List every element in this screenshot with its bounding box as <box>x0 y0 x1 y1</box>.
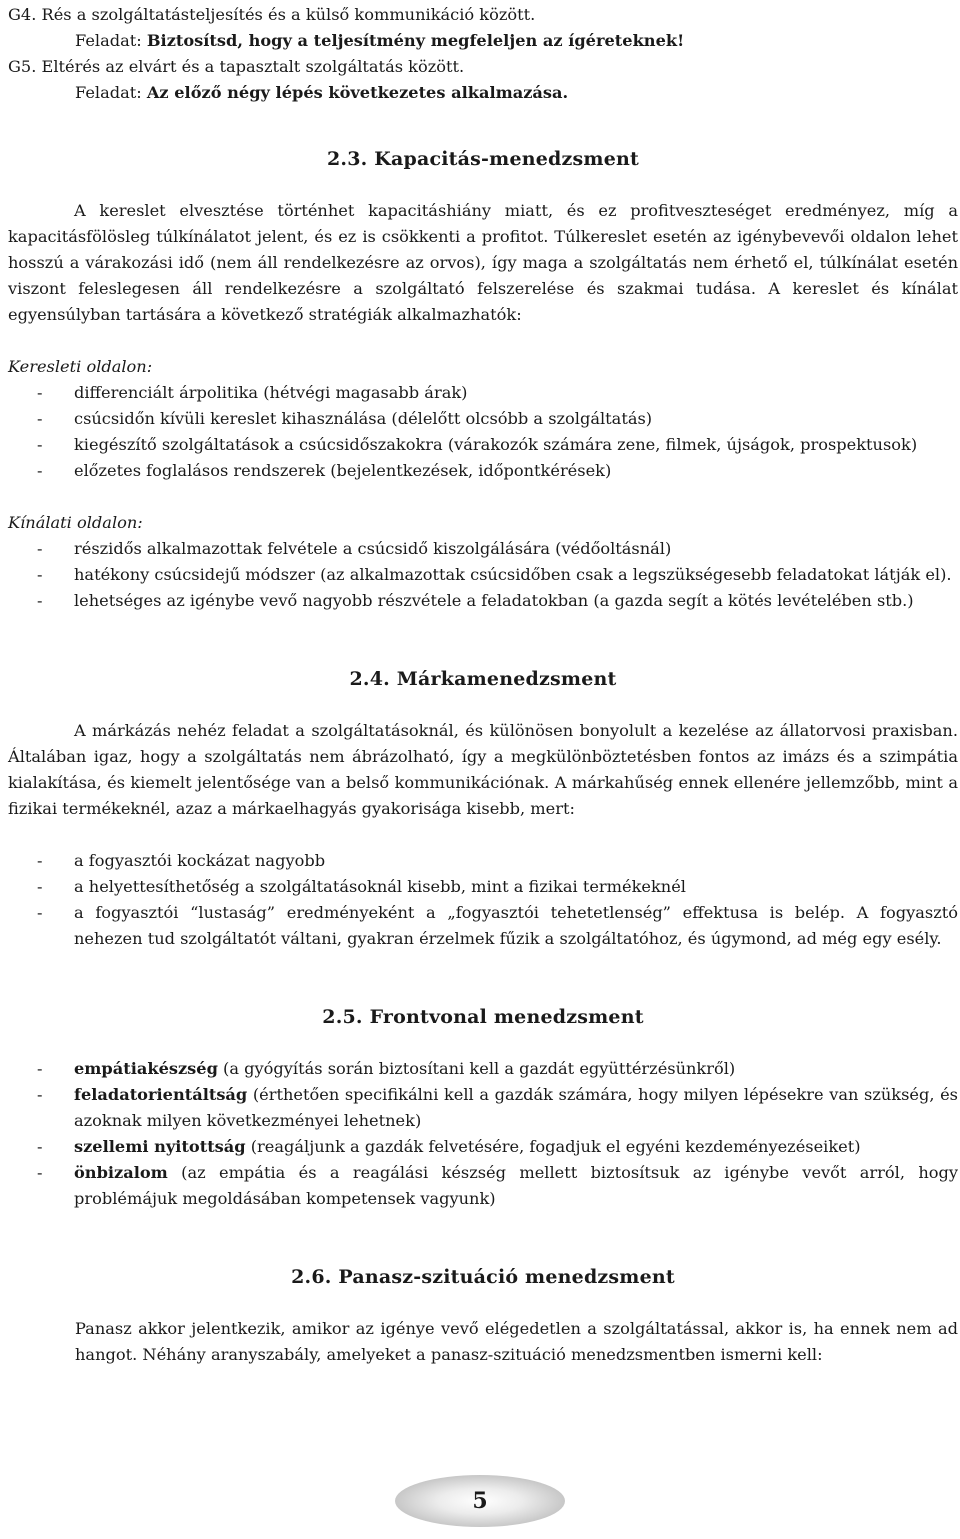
list-item: - szellemi nyitottság (reagáljunk a gazdák felvetésére, fogadjuk el egyéni kezdeményezéseiket) <box>37 1137 861 1156</box>
supply-side-list <box>8 536 958 614</box>
brand-paragraph: A márkázás nehéz feladat a szolgáltatásoknál, és különösen bonyolult a kezelése az állatorvosi praxisban. Általában igaz, hogy a szolgáltatás nem ábrázolható, így a megkülönböztetésben fontos az imázs és a szimpátia kialakítása, és kiemelt jelentősége van a belső kommunikációnak. A márkahűség ennek ellenére jellemzőbb, mint a fizikai termékeknél, azaz a márkaelhagyás gyakorisága kisebb, mert: <box>8 721 958 818</box>
gap-list <box>8 0 958 106</box>
gap-g4: G4. Rés a szolgáltatásteljesítés és a külső kommunikáció között. <box>8 5 536 24</box>
list-item: - részidős alkalmazottak felvétele a csúcsidő kiszolgálására (védőoltásnál) <box>37 539 672 558</box>
section-title-2-5: 2.5. Frontvonal menedzsment <box>322 1006 644 1028</box>
capacity-paragraph: A kereslet elvesztése történhet kapacitáshiány miatt, és ez profitveszteséget eredményez, míg a kapacitásfölösleg túlkínálatot jelent, és ez is csökkenti a profitot. Túlkereslet esetén az igénybevevői oldalon lehet hosszú a várakozási idő (nem áll rendelkezésre az orvos), így maga a szolgáltatás nem érhető el, túlkínálat esetén viszont feleslegesen áll rendelkezésre a szolgáltató felszerelése és szakmai tudása. A kereslet és kínálat egyensúlyban tartására a következő stratégiák alkalmazhatók: <box>8 201 958 324</box>
list-item: - feladatorientáltság (érthetően specifikálni kell a gazdák számára, hogy milyen lépésekre van szükség, és azoknak milyen következményei lehetnek) <box>37 1085 958 1130</box>
list-item: - önbizalom (az empátia és a reagálási készség mellett biztosítsuk az igénybe vevőt arról, hogy problémájuk megoldásában kompetensek vagyunk) <box>37 1163 958 1208</box>
complaint-paragraph: Panasz akkor jelentkezik, amikor az igénye vevő elégedetlen a szolgáltatással, akkor is, ha ennek nem ad hangot. Néhány aranyszabály, amelyeket a panasz-szituáció menedzsmentben ismerni kell: <box>75 1319 958 1364</box>
list-item: - kiegészítő szolgáltatások a csúcsidőszakokra (várakozók számára zene, filmek, újságok, prospektusok) <box>37 435 918 454</box>
list-item: - csúcsidőn kívüli kereslet kihasználása (délelőtt olcsóbb a szolgáltatás) <box>37 409 653 428</box>
gap-g5-task: Feladat: Az előző négy lépés következetes alkalmazása. <box>75 83 569 102</box>
section-title-2-6: 2.6. Panasz-szituáció menedzsment <box>291 1266 675 1288</box>
brand-loyalty-list <box>8 848 958 952</box>
section-title-2-3: 2.3. Kapacitás-menedzsment <box>326 148 639 170</box>
list-item: - lehetséges az igénybe vevő nagyobb részvétele a feladatokban (a gazda segít a kötés levételében stb.) <box>37 591 914 610</box>
gap-g4-task: Feladat: Biztosítsd, hogy a teljesítmény megfeleljen az ígéreteknek! <box>75 31 685 50</box>
list-item: - előzetes foglalásos rendszerek (bejelentkezések, időpontkérések) <box>37 461 612 480</box>
demand-side-list <box>8 380 958 484</box>
list-item: - hatékony csúcsidejű módszer (az alkalmazottak csúcsidőben csak a legszükségesebb feladatokat látják el). <box>37 565 952 584</box>
page-number: 5 <box>395 1475 565 1527</box>
frontline-list <box>8 1056 958 1212</box>
list-item: - a fogyasztói “lustaság” eredményeként a „fogyasztói tehetetlenség” effektusa is belép. A fogyasztó nehezen tud szolgáltatót váltani, gyakran érzelmek fűzik a szolgáltatóhoz, és úgymond, ad még egy esély. <box>37 903 958 948</box>
list-item: - a helyettesíthetőség a szolgáltatásoknál kisebb, mint a fizikai termékeknél <box>37 877 686 896</box>
list-item: - differenciált árpolitika (hétvégi magasabb árak) <box>37 383 468 402</box>
demand-side-heading: Keresleti oldalon: <box>8 357 153 376</box>
supply-side-heading: Kínálati oldalon: <box>8 513 143 532</box>
document-page <box>8 0 958 1368</box>
list-item: - a fogyasztói kockázat nagyobb <box>37 851 326 870</box>
list-item: - empátiakészség (a gyógyítás során biztosítani kell a gazdát együttérzésünkről) <box>37 1059 736 1078</box>
gap-g5: G5. Eltérés az elvárt és a tapasztalt szolgáltatás között. <box>8 57 465 76</box>
section-title-2-4: 2.4. Márkamenedzsment <box>349 668 617 690</box>
